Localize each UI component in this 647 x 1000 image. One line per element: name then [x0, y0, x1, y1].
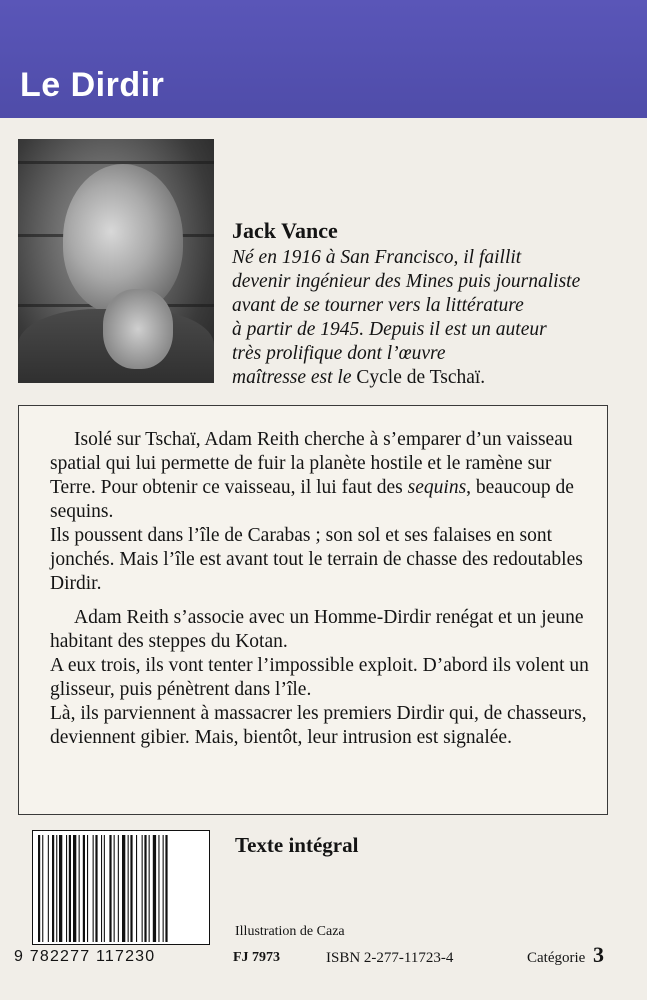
summary-paragraph	[50, 428, 595, 596]
category-label: Catégorie	[527, 950, 586, 966]
author-bio-line	[232, 366, 632, 390]
author-bio-line: très prolifique dont l’œuvre	[232, 343, 446, 364]
summary-text-run: Isolé sur Tschaï, Adam Reith cherche à s’emparer d’un vaisseau spatial qui lui permette de fuir la planète hostile et le ramène sur Terre. Pour obtenir ce vaisseau, il lui faut des	[50, 429, 573, 498]
summary-text-run: Adam Reith s’associe avec un Homme-Dirdir renégat et un jeune habitant des steppes du Kotan.	[50, 607, 584, 652]
summary-text-run: , beaucoup de sequins.	[50, 477, 574, 522]
title-banner	[0, 0, 647, 118]
cycle-title: Cycle de Tschaï.	[356, 367, 486, 388]
texte-integral-label: Texte intégral	[235, 833, 359, 857]
author-bio-line: avant de se tourner vers la littérature	[232, 295, 524, 316]
barcode-number: 9 782277 117230	[14, 948, 156, 965]
author-bio-line: devenir ingénieur des Mines puis journaliste	[232, 271, 581, 292]
summary-text-run: Là, ils parviennent à massacrer les premiers Dirdir qui, de chasseurs, deviennent gibier. Mais, bientôt, leur intrusion est signalée.	[50, 703, 587, 748]
summary-text-run: Ils poussent dans l’île de Carabas ; son sol et ses falaises en sont jonchés. Mais l’île est avant tout le terrain de chasse des redoutables Dirdir.	[50, 525, 583, 594]
summary-text	[50, 428, 595, 750]
author-bio	[232, 246, 632, 390]
book-title: Le Dirdir	[20, 66, 165, 104]
author-bio-line: à partir de 1945. Depuis il est un auteur	[232, 319, 547, 340]
author-name: Jack Vance	[232, 218, 338, 243]
summary-paragraph	[50, 606, 595, 750]
author-photo	[18, 139, 214, 383]
author-bio-line: Né en 1916 à San Francisco, il faillit	[232, 247, 522, 268]
isbn-barcode	[32, 830, 210, 945]
illustration-credit: Illustration de Caza	[235, 924, 345, 939]
publisher-code: FJ 7973	[233, 950, 281, 965]
author-bio-italic: maîtresse est le	[232, 367, 357, 388]
category-number: 3	[593, 942, 604, 967]
summary-emphasis: sequins	[407, 477, 467, 498]
isbn-number: ISBN 2-277-11723-4	[326, 950, 454, 966]
summary-text-run: A eux trois, ils vont tenter l’impossible exploit. D’abord ils volent un glisseur, puis pénètrent dans l’île.	[50, 655, 589, 700]
